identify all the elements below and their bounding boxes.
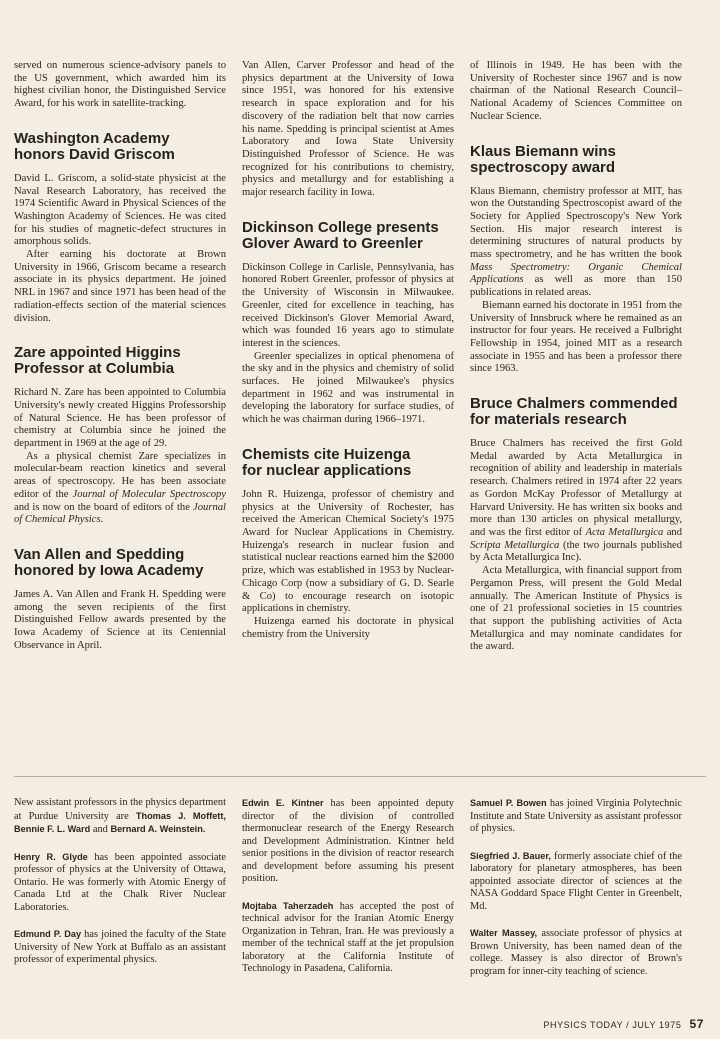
brief-item: Samuel P. Bowen has joined Virginia Polytechnic Institute and State University as assistant professor of physics. [470, 798, 682, 834]
paragraph: Richard N. Zare has been appointed to Columbia University's newly created Higgins Professorship of Natural Science. He has been professor of chemistry at Columbia since he joined the department in 1969 at the age of 29. [14, 387, 226, 450]
headline-van-allen: Van Allen and Spedding honored by Iowa Academy [14, 545, 204, 579]
person-name: Bernard A. Weinstein. [110, 824, 206, 834]
brief-item: Henry R. Glyde has been appointed associate professor of physics at the University of Ottawa, Ontario. He was formerly with Atomic Energy of Canada Ltd at the Chalk River Nuclear Laboratories. [14, 851, 226, 913]
headline-zare: Zare appointed Higgins Professor at Columbia [14, 344, 181, 378]
paragraph: As a physical chemist Zare specializes in molecular-beam reaction kinetics and several areas of spectroscopy. He has been associate editor of the Journal of Molecular Spectroscopy and is now on the board of editors of the Journal of Chemical Physics. [14, 450, 226, 526]
journal-title: Acta Metallurgica [585, 526, 664, 538]
column-2 [242, 60, 454, 641]
paragraph: After earning his doctorate at Brown University in 1966, Griscom became a research associate in its physics department. He joined NRL in 1967 and since 1971 has been head of the radiation-effects section of the material sciences division. [14, 249, 226, 324]
paragraph: Acta Metallurgica, with financial support from Pergamon Press, will present the Gold Medal annually. The American Institute of Physics is one of 21 professional societies in 15 countries that support the publishing activities of Acta Metallurgica and may nominate candidates for the award. [470, 565, 682, 653]
person-name: Edmund P. Day [14, 929, 82, 939]
brief-item: New assistant professors in the physics department at Purdue University are Thomas J. Moffett, Bennie F. L. Ward and Bernard A. Weinstein. [14, 797, 226, 835]
brief-column-3 [470, 797, 682, 992]
paragraph: Greenler specializes in optical phenomena of the sky and in the physics and chemistry of solid surfaces. He joined Milwaukee's physics department in 1962 and was instrumental in developing the laboratory for surface studies, of which he was chairman during 1966–1971. [242, 350, 454, 426]
paragraph: Bruce Chalmers has received the first Gold Medal awarded by Acta Metallurgica in recognition of ability and leadership in materials research. Chalmers retired in 1974 after 22 years as Gordon McKay Professor of Metallurgy at Harvard University. He has written six books and more than 130 articles on physical metallurgy, and was the first editor of Acta Metallurgica and Scripta Metallurgica (the two journals published by Acta Metallurgica Inc). [470, 438, 682, 564]
person-name: Thomas J. Moffett, Bennie F. L. Ward [14, 810, 226, 834]
person-name: Mojtaba Taherzadeh [242, 900, 334, 911]
brief-item: Walter Massey, associate professor of physics at Brown University, has been named dean of the college. Massey is also director of Brown's program for inner-city teaching of science. [470, 928, 682, 977]
column-3 [470, 60, 682, 654]
page-footer [543, 1017, 704, 1031]
paragraph: John R. Huizenga, professor of chemistry and physics at the University of Rochester, has received the American Chemical Society's 1975 Award for Nuclear Applications in Chemistry. Huizenga's research in nuclear fusion and statistical nuclear reactions earned him the $2000 prize, which was established in 1953 by Nuclear-Chicago Corp (now a subsidiary of G. D. Searle & Co) to encourage research on isotopic applications in chemistry. [242, 488, 454, 615]
headline-griscom: Washington Academy honors David Griscom [14, 129, 175, 163]
book-title: Mass Spectrometry: Organic Chemical Applications [470, 261, 682, 286]
brief-item: Edmund P. Day has joined the faculty of the State University of New York at Buffalo as an assistant professor of experimental physics. [14, 929, 226, 965]
brief-item: Mojtaba Taherzadeh has accepted the post of technical advisor for the Iranian Atomic Energy Organization in Tehran, Iran. He was previously a member of the technical staff at the jet propulsion laboratory at the California Institute of Technology in Pasadena, California. [242, 900, 454, 974]
column-1 [14, 60, 226, 653]
journal-issue: PHYSICS TODAY / JULY 1975 [543, 1020, 682, 1030]
person-name: Edwin E. Kintner [242, 798, 324, 808]
page-number: 57 [689, 1017, 704, 1031]
paragraph: Van Allen, Carver Professor and head of the physics department at the University of Iowa since 1951, was honored for his extensive research in space exploration and for his discovery of the radiation belt that now carries his name. Spedding is principal scientist at Ames Laboratory and Iowa State University Distinguished Professor of Science. He was recognized for his contributions to chemistry, physics and metallurgy and for establishing a major research facility in Iowa. [242, 60, 454, 199]
person-name: Walter Massey, [470, 928, 538, 938]
headline-huizenga: Chemists cite Huizenga for nuclear applications [242, 445, 412, 479]
paragraph: Biemann earned his doctorate in 1951 from the University of Innsbruck where he remained as an instructor for four years. He received a Fulbright Fellowship in 1954, joined MIT as a research associate in 1955 and has been a professor there since 1963. [470, 299, 682, 375]
paragraph: served on numerous science-advisory panels to the US government, which awarded him its highest civilian honor, the Distinguished Service Award, for his work in satellite-tracking. [14, 60, 226, 110]
brief-column-2 [242, 797, 454, 990]
paragraph: Klaus Biemann, chemistry professor at MIT, has won the Outstanding Spectroscopist award of the Society for Applied Spectroscopy's New York Section. His major research interest is determining structures of natural products by mass spectrometry, and he has written the book Mass Spectrometry: Organic Chemical Applications as well as more than 150 publications in related areas. [470, 185, 682, 299]
journal-title: Journal of Molecular Spectroscopy [72, 488, 226, 500]
paragraph: of Illinois in 1949. He has been with the University of Rochester since 1967 and is now chairman of the National Research Council–National Academy of Sciences Committee on Nuclear Science. [470, 60, 682, 122]
paragraph: David L. Griscom, a solid-state physicist at the Naval Research Laboratory, has received the 1974 Scientific Award in Physical Sciences of the Washington Academy of Sciences. He was cited for his studies of magnetic-defect structures in amorphous solids. [14, 172, 226, 248]
paragraph: James A. Van Allen and Frank H. Spedding were among the seven recipients of the first Distinguished Fellow awards presented by the Iowa Academy of Science at its Centennial Observance in April. [14, 588, 226, 651]
person-name: Henry R. Glyde [14, 851, 88, 862]
headline-chalmers: Bruce Chalmers commended for materials research [470, 395, 678, 429]
person-name: Samuel P. Bowen [470, 798, 547, 808]
headline-greenler: Dickinson College presents Glover Award to Greenler [242, 218, 439, 252]
journal-title: Journal of Chemical Physics [14, 501, 226, 526]
section-divider [14, 776, 706, 777]
journal-title: Scripta Metallurgica [470, 539, 560, 551]
brief-item: Edwin E. Kintner has been appointed deputy director of the division of controlled thermonuclear research of the Energy Research and Development Administration. Kintner held senior positions in the division of reactor research and development before assuming his present position. [242, 798, 454, 884]
paragraph: Huizenga earned his doctorate in physical chemistry from the University [242, 615, 454, 640]
headline-biemann: Klaus Biemann wins spectroscopy award [470, 142, 616, 176]
brief-item: Siegfried J. Bauer, formerly associate chief of the laboratory for planetary atmospheres, has been appointed associate director of sciences at the NASA Goddard Space Flight Center in Greenbelt, Md. [470, 850, 682, 912]
person-name: Siegfried J. Bauer, [470, 850, 551, 861]
brief-column-1 [14, 797, 226, 981]
paragraph: Dickinson College in Carlisle, Pennsylvania, has honored Robert Greenler, professor of physics at the University of Wisconsin in Milwaukee. Greenler, cited for excellence in teaching, has received Dickinson's Glover Memorial Award, which was founded 16 years ago to stimulate interest in the sciences. [242, 261, 454, 349]
